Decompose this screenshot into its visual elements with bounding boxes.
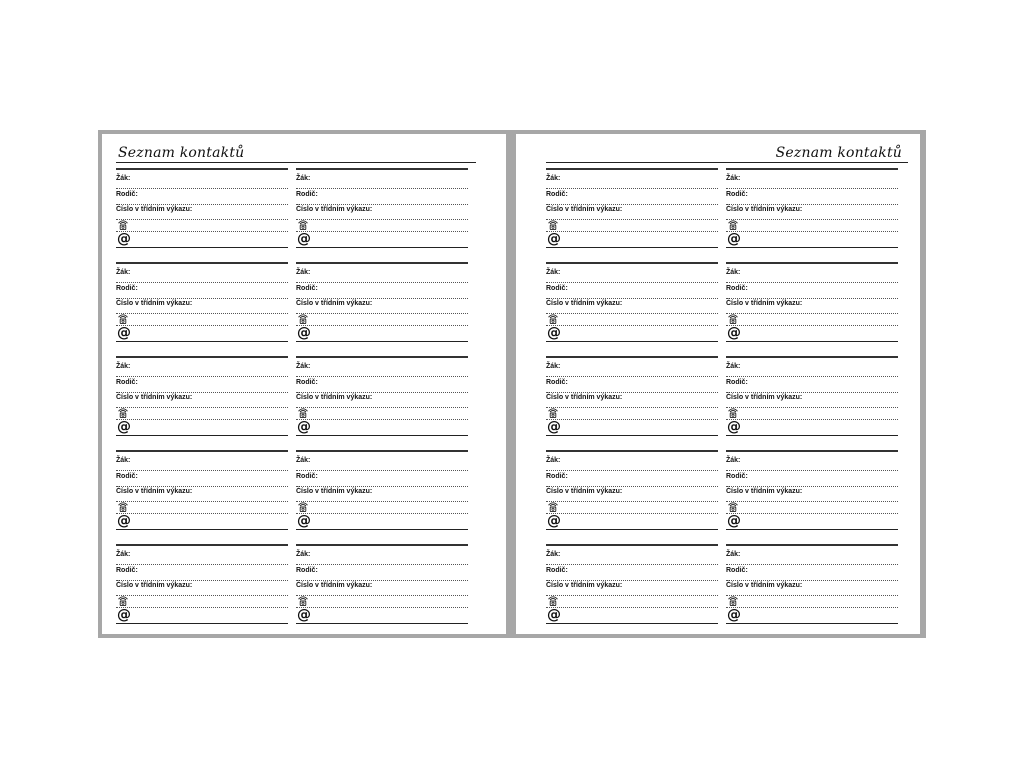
at-icon: @ bbox=[297, 419, 311, 435]
class-list-number-field[interactable] bbox=[726, 393, 898, 408]
card-top-rule bbox=[546, 262, 718, 264]
phone-icon bbox=[117, 313, 129, 325]
email-field[interactable] bbox=[726, 232, 898, 248]
email-field[interactable] bbox=[726, 514, 898, 530]
phone-field[interactable] bbox=[726, 502, 898, 514]
email-field[interactable] bbox=[546, 326, 718, 342]
phone-field[interactable] bbox=[546, 220, 718, 232]
phone-field[interactable] bbox=[546, 408, 718, 420]
phone-icon bbox=[117, 595, 129, 607]
phone-icon bbox=[117, 219, 129, 231]
class-list-number-field[interactable] bbox=[116, 581, 288, 596]
student-field[interactable] bbox=[546, 174, 718, 189]
contact-card bbox=[296, 262, 468, 346]
email-field[interactable] bbox=[546, 608, 718, 624]
student-label: Žák: bbox=[116, 175, 131, 182]
phone-icon bbox=[727, 219, 739, 231]
card-top-rule bbox=[116, 450, 288, 452]
at-icon: @ bbox=[117, 513, 131, 529]
student-label: Žák: bbox=[116, 457, 131, 464]
class-list-number-label: Číslo v třídním výkazu: bbox=[546, 206, 623, 213]
email-field[interactable] bbox=[726, 420, 898, 436]
page-title: Seznam kontaktů bbox=[118, 145, 245, 161]
email-field[interactable] bbox=[296, 232, 468, 248]
email-field[interactable] bbox=[546, 514, 718, 530]
parent-label: Rodič: bbox=[116, 567, 138, 574]
class-list-number-field[interactable] bbox=[546, 487, 718, 502]
page-title: Seznam kontaktů bbox=[775, 145, 902, 161]
at-icon: @ bbox=[547, 419, 561, 435]
student-label: Žák: bbox=[726, 269, 741, 276]
student-field[interactable] bbox=[546, 268, 718, 283]
card-top-rule bbox=[296, 356, 468, 358]
class-list-number-field[interactable] bbox=[546, 205, 718, 220]
parent-label: Rodič: bbox=[546, 379, 568, 386]
parent-field[interactable] bbox=[116, 190, 288, 205]
phone-icon bbox=[547, 407, 559, 419]
class-list-number-field[interactable] bbox=[726, 581, 898, 596]
contact-card bbox=[726, 544, 898, 628]
class-list-number-label: Číslo v třídním výkazu: bbox=[726, 582, 803, 589]
at-icon: @ bbox=[297, 325, 311, 341]
class-list-number-field[interactable] bbox=[296, 581, 468, 596]
at-icon: @ bbox=[117, 325, 131, 341]
student-label: Žák: bbox=[296, 363, 311, 370]
right-page bbox=[516, 134, 920, 634]
student-label: Žák: bbox=[546, 175, 561, 182]
phone-icon bbox=[547, 501, 559, 513]
phone-icon bbox=[117, 501, 129, 513]
parent-label: Rodič: bbox=[116, 379, 138, 386]
card-top-rule bbox=[116, 262, 288, 264]
student-field[interactable] bbox=[296, 174, 468, 189]
at-icon: @ bbox=[727, 419, 741, 435]
student-label: Žák: bbox=[546, 551, 561, 558]
class-list-number-field[interactable] bbox=[546, 299, 718, 314]
contact-card bbox=[296, 168, 468, 252]
card-top-rule bbox=[116, 356, 288, 358]
student-field[interactable] bbox=[296, 550, 468, 565]
parent-field[interactable] bbox=[296, 378, 468, 393]
parent-label: Rodič: bbox=[546, 567, 568, 574]
class-list-number-label: Číslo v třídním výkazu: bbox=[296, 488, 373, 495]
card-top-rule bbox=[726, 262, 898, 264]
class-list-number-field[interactable] bbox=[726, 299, 898, 314]
parent-field[interactable] bbox=[296, 472, 468, 487]
contact-card bbox=[726, 450, 898, 534]
parent-label: Rodič: bbox=[726, 567, 748, 574]
contact-card bbox=[116, 262, 288, 346]
parent-field[interactable] bbox=[116, 284, 288, 299]
parent-field[interactable] bbox=[726, 472, 898, 487]
phone-icon bbox=[297, 501, 309, 513]
parent-field[interactable] bbox=[726, 284, 898, 299]
parent-label: Rodič: bbox=[296, 285, 318, 292]
phone-field[interactable] bbox=[726, 596, 898, 608]
email-field[interactable] bbox=[296, 608, 468, 624]
phone-field[interactable] bbox=[116, 314, 288, 326]
parent-label: Rodič: bbox=[296, 473, 318, 480]
phone-icon bbox=[297, 313, 309, 325]
phone-icon bbox=[117, 407, 129, 419]
at-icon: @ bbox=[547, 513, 561, 529]
card-top-rule bbox=[296, 168, 468, 170]
card-top-rule bbox=[296, 262, 468, 264]
card-top-rule bbox=[116, 168, 288, 170]
phone-field[interactable] bbox=[296, 220, 468, 232]
parent-label: Rodič: bbox=[726, 473, 748, 480]
phone-icon bbox=[297, 595, 309, 607]
parent-field[interactable] bbox=[726, 566, 898, 581]
contact-card bbox=[296, 450, 468, 534]
phone-icon bbox=[547, 595, 559, 607]
parent-field[interactable] bbox=[546, 284, 718, 299]
class-list-number-field[interactable] bbox=[116, 487, 288, 502]
class-list-number-field[interactable] bbox=[296, 487, 468, 502]
class-list-number-label: Číslo v třídním výkazu: bbox=[116, 206, 193, 213]
email-field[interactable] bbox=[296, 514, 468, 530]
parent-label: Rodič: bbox=[296, 379, 318, 386]
student-label: Žák: bbox=[116, 269, 131, 276]
at-icon: @ bbox=[117, 607, 131, 623]
phone-icon bbox=[547, 313, 559, 325]
at-icon: @ bbox=[727, 607, 741, 623]
email-field[interactable] bbox=[296, 420, 468, 436]
student-field[interactable] bbox=[546, 550, 718, 565]
at-icon: @ bbox=[727, 325, 741, 341]
phone-field[interactable] bbox=[116, 220, 288, 232]
student-label: Žák: bbox=[296, 457, 311, 464]
email-field[interactable] bbox=[546, 420, 718, 436]
contact-card bbox=[296, 356, 468, 440]
contact-card bbox=[296, 544, 468, 628]
class-list-number-label: Číslo v třídním výkazu: bbox=[116, 488, 193, 495]
contact-card bbox=[546, 262, 718, 346]
class-list-number-field[interactable] bbox=[546, 581, 718, 596]
card-top-rule bbox=[546, 544, 718, 546]
student-field[interactable] bbox=[116, 550, 288, 565]
card-top-rule bbox=[546, 168, 718, 170]
parent-field[interactable] bbox=[116, 566, 288, 581]
student-field[interactable] bbox=[116, 362, 288, 377]
at-icon: @ bbox=[297, 231, 311, 247]
parent-field[interactable] bbox=[116, 378, 288, 393]
card-top-rule bbox=[546, 356, 718, 358]
phone-icon bbox=[727, 313, 739, 325]
phone-field[interactable] bbox=[546, 314, 718, 326]
student-field[interactable] bbox=[116, 174, 288, 189]
at-icon: @ bbox=[547, 325, 561, 341]
class-list-number-field[interactable] bbox=[726, 205, 898, 220]
student-field[interactable] bbox=[296, 362, 468, 377]
student-label: Žák: bbox=[296, 551, 311, 558]
contact-card bbox=[546, 356, 718, 440]
student-field[interactable] bbox=[296, 268, 468, 283]
at-icon: @ bbox=[547, 607, 561, 623]
class-list-number-label: Číslo v třídním výkazu: bbox=[726, 300, 803, 307]
phone-icon bbox=[727, 407, 739, 419]
class-list-number-field[interactable] bbox=[116, 299, 288, 314]
at-icon: @ bbox=[727, 231, 741, 247]
at-icon: @ bbox=[117, 419, 131, 435]
contact-card bbox=[726, 168, 898, 252]
contact-card bbox=[726, 356, 898, 440]
class-list-number-field[interactable] bbox=[726, 487, 898, 502]
parent-field[interactable] bbox=[726, 378, 898, 393]
parent-label: Rodič: bbox=[116, 191, 138, 198]
parent-field[interactable] bbox=[546, 566, 718, 581]
email-field[interactable] bbox=[296, 326, 468, 342]
class-list-number-field[interactable] bbox=[116, 205, 288, 220]
class-list-number-field[interactable] bbox=[296, 393, 468, 408]
parent-field[interactable] bbox=[546, 190, 718, 205]
class-list-number-label: Číslo v třídním výkazu: bbox=[546, 582, 623, 589]
at-icon: @ bbox=[727, 513, 741, 529]
phone-icon bbox=[727, 501, 739, 513]
class-list-number-field[interactable] bbox=[296, 299, 468, 314]
phone-field[interactable] bbox=[116, 596, 288, 608]
card-top-rule bbox=[116, 544, 288, 546]
contact-card bbox=[546, 450, 718, 534]
at-icon: @ bbox=[117, 231, 131, 247]
phone-icon bbox=[297, 407, 309, 419]
phone-icon bbox=[297, 219, 309, 231]
parent-field[interactable] bbox=[546, 378, 718, 393]
class-list-number-label: Číslo v třídním výkazu: bbox=[296, 206, 373, 213]
contact-card bbox=[116, 168, 288, 252]
class-list-number-label: Číslo v třídním výkazu: bbox=[726, 206, 803, 213]
contact-card bbox=[116, 450, 288, 534]
email-field[interactable] bbox=[726, 608, 898, 624]
card-top-rule bbox=[296, 450, 468, 452]
student-field[interactable] bbox=[726, 456, 898, 471]
contact-card bbox=[546, 168, 718, 252]
class-list-number-label: Číslo v třídním výkazu: bbox=[296, 300, 373, 307]
class-list-number-label: Číslo v třídním výkazu: bbox=[546, 300, 623, 307]
student-field[interactable] bbox=[726, 362, 898, 377]
parent-label: Rodič: bbox=[116, 473, 138, 480]
student-field[interactable] bbox=[726, 174, 898, 189]
title-rule bbox=[546, 162, 908, 163]
student-field[interactable] bbox=[726, 268, 898, 283]
class-list-number-label: Číslo v třídním výkazu: bbox=[116, 300, 193, 307]
email-field[interactable] bbox=[116, 232, 288, 248]
student-field[interactable] bbox=[116, 456, 288, 471]
student-field[interactable] bbox=[116, 268, 288, 283]
student-label: Žák: bbox=[546, 269, 561, 276]
class-list-number-label: Číslo v třídním výkazu: bbox=[546, 488, 623, 495]
at-icon: @ bbox=[547, 231, 561, 247]
at-icon: @ bbox=[297, 513, 311, 529]
contact-card bbox=[546, 544, 718, 628]
student-label: Žák: bbox=[726, 551, 741, 558]
student-label: Žák: bbox=[726, 457, 741, 464]
email-field[interactable] bbox=[116, 420, 288, 436]
card-top-rule bbox=[726, 356, 898, 358]
phone-field[interactable] bbox=[546, 596, 718, 608]
phone-field[interactable] bbox=[116, 502, 288, 514]
student-label: Žák: bbox=[726, 175, 741, 182]
phone-field[interactable] bbox=[726, 314, 898, 326]
phone-field[interactable] bbox=[546, 502, 718, 514]
parent-label: Rodič: bbox=[726, 379, 748, 386]
phone-field[interactable] bbox=[296, 596, 468, 608]
email-field[interactable] bbox=[726, 326, 898, 342]
left-page bbox=[102, 134, 506, 634]
card-top-rule bbox=[726, 544, 898, 546]
student-label: Žák: bbox=[116, 551, 131, 558]
document-spread bbox=[98, 130, 926, 638]
parent-label: Rodič: bbox=[726, 191, 748, 198]
parent-field[interactable] bbox=[296, 284, 468, 299]
parent-label: Rodič: bbox=[546, 285, 568, 292]
parent-field[interactable] bbox=[726, 190, 898, 205]
parent-field[interactable] bbox=[546, 472, 718, 487]
student-field[interactable] bbox=[296, 456, 468, 471]
phone-icon bbox=[727, 595, 739, 607]
class-list-number-field[interactable] bbox=[296, 205, 468, 220]
parent-field[interactable] bbox=[296, 190, 468, 205]
class-list-number-label: Číslo v třídním výkazu: bbox=[296, 582, 373, 589]
parent-label: Rodič: bbox=[726, 285, 748, 292]
student-label: Žák: bbox=[296, 175, 311, 182]
contact-card bbox=[116, 544, 288, 628]
parent-field[interactable] bbox=[296, 566, 468, 581]
parent-field[interactable] bbox=[116, 472, 288, 487]
card-top-rule bbox=[726, 168, 898, 170]
class-list-number-field[interactable] bbox=[546, 393, 718, 408]
contact-card bbox=[726, 262, 898, 346]
phone-field[interactable] bbox=[296, 408, 468, 420]
phone-field[interactable] bbox=[726, 220, 898, 232]
email-field[interactable] bbox=[116, 608, 288, 624]
class-list-number-label: Číslo v třídním výkazu: bbox=[116, 582, 193, 589]
title-rule bbox=[116, 162, 476, 163]
class-list-number-label: Číslo v třídním výkazu: bbox=[726, 488, 803, 495]
parent-label: Rodič: bbox=[296, 191, 318, 198]
card-top-rule bbox=[296, 544, 468, 546]
class-list-number-label: Číslo v třídním výkazu: bbox=[546, 394, 623, 401]
student-label: Žák: bbox=[726, 363, 741, 370]
student-label: Žák: bbox=[546, 457, 561, 464]
parent-label: Rodič: bbox=[116, 285, 138, 292]
class-list-number-label: Číslo v třídním výkazu: bbox=[116, 394, 193, 401]
contact-card bbox=[116, 356, 288, 440]
phone-field[interactable] bbox=[726, 408, 898, 420]
student-label: Žák: bbox=[296, 269, 311, 276]
email-field[interactable] bbox=[116, 514, 288, 530]
card-top-rule bbox=[546, 450, 718, 452]
phone-field[interactable] bbox=[116, 408, 288, 420]
parent-label: Rodič: bbox=[546, 473, 568, 480]
student-label: Žák: bbox=[116, 363, 131, 370]
student-field[interactable] bbox=[546, 362, 718, 377]
student-field[interactable] bbox=[726, 550, 898, 565]
student-label: Žák: bbox=[546, 363, 561, 370]
phone-icon bbox=[547, 219, 559, 231]
student-field[interactable] bbox=[546, 456, 718, 471]
class-list-number-label: Číslo v třídním výkazu: bbox=[726, 394, 803, 401]
at-icon: @ bbox=[297, 607, 311, 623]
parent-label: Rodič: bbox=[546, 191, 568, 198]
class-list-number-field[interactable] bbox=[116, 393, 288, 408]
email-field[interactable] bbox=[546, 232, 718, 248]
phone-field[interactable] bbox=[296, 502, 468, 514]
phone-field[interactable] bbox=[296, 314, 468, 326]
card-top-rule bbox=[726, 450, 898, 452]
email-field[interactable] bbox=[116, 326, 288, 342]
parent-label: Rodič: bbox=[296, 567, 318, 574]
class-list-number-label: Číslo v třídním výkazu: bbox=[296, 394, 373, 401]
